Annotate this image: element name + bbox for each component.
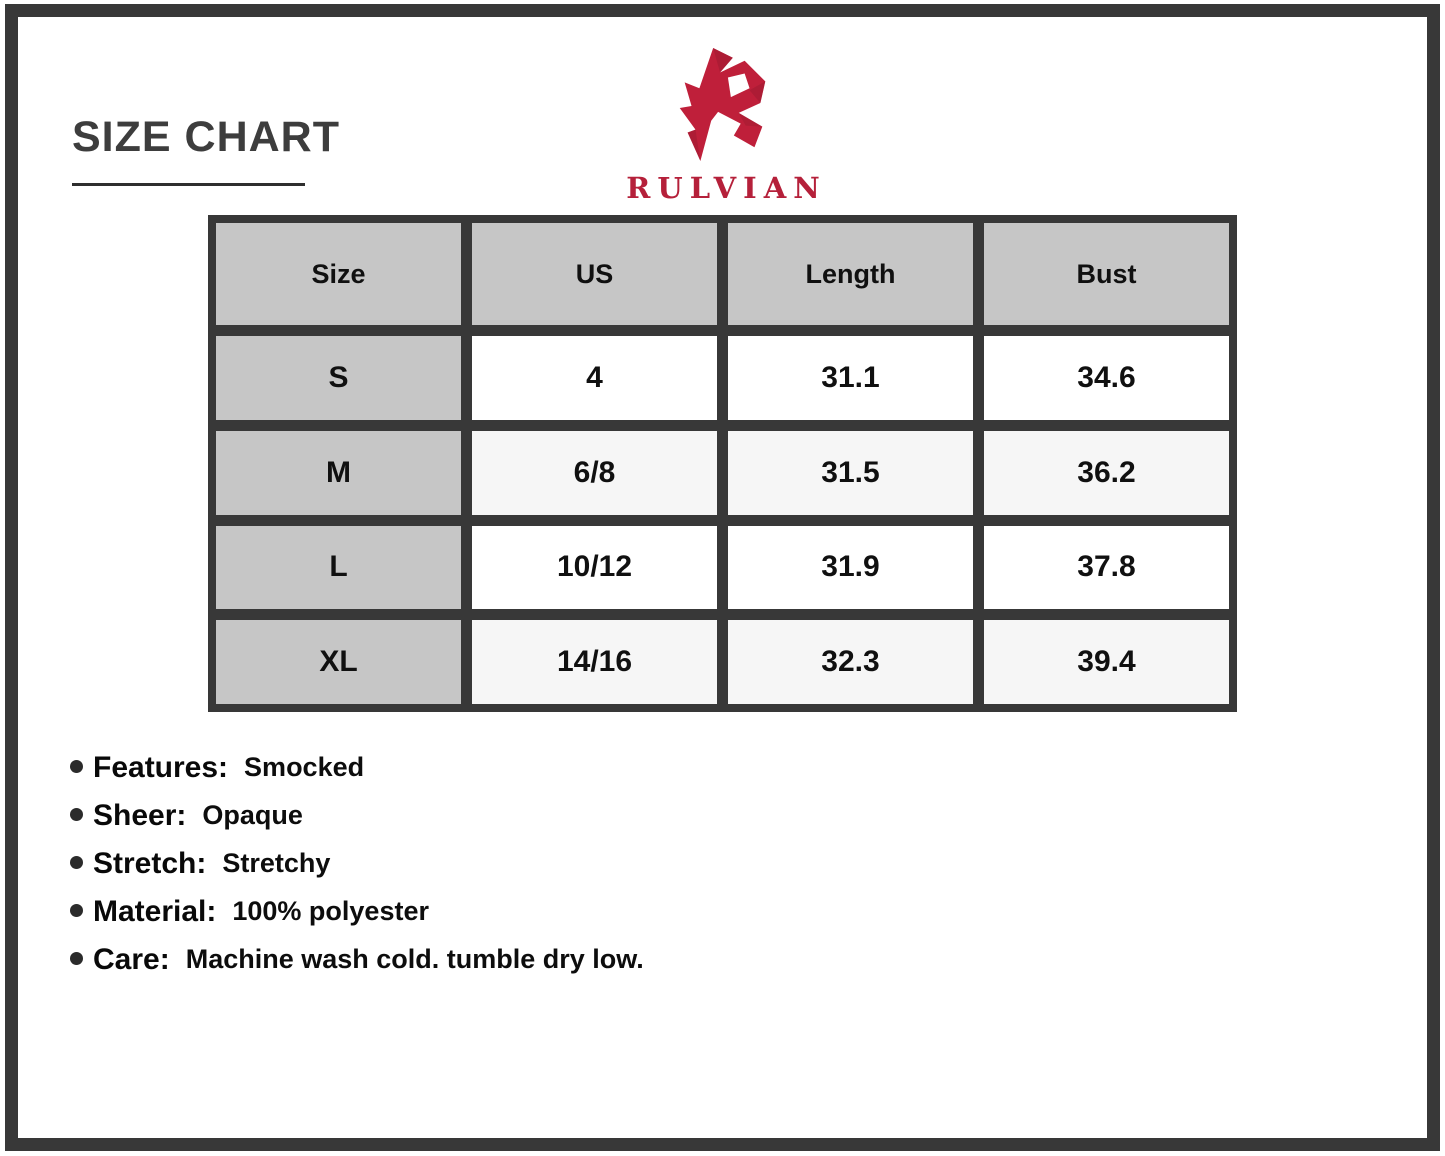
detail-value: Stretchy — [222, 848, 331, 878]
cell-xl-bust: 39.4 — [984, 620, 1229, 704]
detail-item-features — [70, 752, 644, 783]
cell-s-us: 4 — [472, 336, 717, 420]
detail-label: Material: — [93, 894, 217, 928]
detail-value: 100% polyester — [232, 896, 429, 926]
detail-item-material — [70, 896, 644, 927]
brand-name: RULVIAN — [626, 171, 827, 205]
cell-m-length: 31.5 — [728, 431, 973, 515]
row-header-xl: XL — [216, 620, 461, 704]
detail-label: Sheer: — [93, 798, 187, 832]
row-header-m: M — [216, 431, 461, 515]
cell-xl-length: 32.3 — [728, 620, 973, 704]
cell-l-length: 31.9 — [728, 526, 973, 610]
cell-m-bust: 36.2 — [984, 431, 1229, 515]
cell-l-us: 10/12 — [472, 526, 717, 610]
detail-label: Features: — [93, 750, 229, 784]
detail-label: Care: — [93, 942, 170, 976]
column-header-bust: Bust — [984, 223, 1229, 325]
cell-m-us: 6/8 — [472, 431, 717, 515]
cell-s-length: 31.1 — [728, 336, 973, 420]
row-header-l: L — [216, 526, 461, 610]
column-header-us: US — [472, 223, 717, 325]
bullet-icon — [70, 808, 83, 821]
detail-value: Opaque — [202, 800, 303, 830]
cell-xl-us: 14/16 — [472, 620, 717, 704]
title-underline — [72, 183, 305, 186]
page-title: SIZE CHART — [72, 113, 340, 161]
brand-logo — [623, 46, 827, 205]
bullet-icon — [70, 904, 83, 917]
detail-item-sheer — [70, 800, 644, 831]
detail-item-care — [70, 944, 644, 975]
bullet-icon — [70, 952, 83, 965]
column-header-length: Length — [728, 223, 973, 325]
detail-value: Smocked — [244, 752, 365, 782]
detail-value: Machine wash cold. tumble dry low. — [185, 944, 644, 974]
detail-item-stretch — [70, 848, 644, 879]
bullet-icon — [70, 856, 83, 869]
column-header-size: Size — [216, 223, 461, 325]
bullet-icon — [70, 760, 83, 773]
row-header-s: S — [216, 336, 461, 420]
faceted-r-mark-icon — [671, 46, 775, 164]
cell-s-bust: 34.6 — [984, 336, 1229, 420]
size-chart-table — [208, 215, 1237, 712]
product-details-list — [70, 752, 644, 992]
cell-l-bust: 37.8 — [984, 526, 1229, 610]
detail-label: Stretch: — [93, 846, 207, 880]
